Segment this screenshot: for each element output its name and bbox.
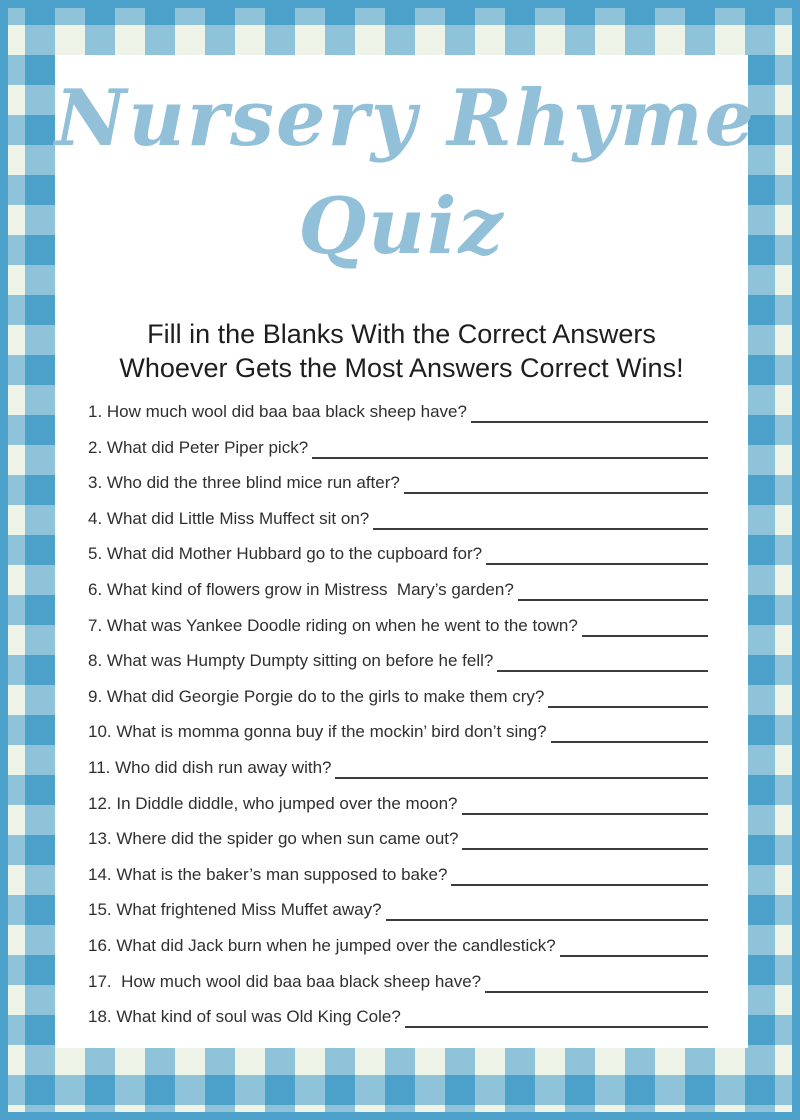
question-text: 2. What did Peter Piper pick?	[88, 437, 309, 457]
question-text: 13. Where did the spider go when sun came out?	[88, 829, 459, 849]
question-text: 10. What is momma gonna buy if the mockin’ bird don’t sing?	[88, 722, 547, 742]
question-row	[88, 786, 708, 822]
question-text: 6. What kind of flowers grow in Mistress Mary’s garden?	[88, 579, 514, 599]
question-row	[88, 964, 708, 1000]
question-row	[88, 501, 708, 537]
answer-blank-line	[451, 884, 708, 886]
question-row	[88, 643, 708, 679]
question-row	[88, 430, 708, 466]
question-row	[88, 679, 708, 715]
question-row	[88, 750, 708, 786]
quiz-title-line1: Nursery Rhyme	[55, 73, 757, 164]
question-text: 9. What did Georgie Porgie do to the girls to make them cry?	[88, 686, 545, 706]
answer-blank-line	[471, 421, 708, 423]
question-row	[88, 608, 708, 644]
question-text: 5. What did Mother Hubbard go to the cupboard for?	[88, 544, 483, 564]
question-row	[88, 857, 708, 893]
questions-list	[88, 394, 708, 1035]
instructions-line2: Whoever Gets the Most Answers Correct Wins!	[119, 353, 684, 383]
question-row	[88, 714, 708, 750]
quiz-card	[55, 55, 757, 1048]
question-text: 4. What did Little Miss Muffect sit on?	[88, 508, 370, 528]
question-text: 7. What was Yankee Doodle riding on when he went to the town?	[88, 615, 578, 635]
question-row	[88, 821, 708, 857]
question-text: 12. In Diddle diddle, who jumped over the moon?	[88, 793, 458, 813]
question-text: 17. How much wool did baa baa black sheep have?	[88, 971, 482, 991]
question-row	[88, 928, 708, 964]
answer-blank-line	[404, 492, 708, 494]
answer-blank-line	[386, 919, 708, 921]
question-text: 18. What kind of soul was Old King Cole?	[88, 1007, 401, 1027]
answer-blank-line	[486, 563, 708, 565]
question-text: 3. Who did the three blind mice run after?	[88, 473, 400, 493]
instructions-line1: Fill in the Blanks With the Correct Answers	[147, 319, 656, 349]
answer-blank-line	[405, 1026, 708, 1028]
question-text: 11. Who did dish run away with?	[88, 757, 332, 777]
question-row	[88, 572, 708, 608]
quiz-title-line2: Quiz	[298, 181, 505, 272]
question-text: 14. What is the baker’s man supposed to bake?	[88, 864, 448, 884]
question-text: 8. What was Humpty Dumpty sitting on before he fell?	[88, 651, 494, 671]
answer-blank-line	[462, 848, 708, 850]
answer-blank-line	[312, 457, 708, 459]
question-row	[88, 465, 708, 501]
question-row	[88, 394, 708, 430]
question-text: 15. What frightened Miss Muffet away?	[88, 900, 382, 920]
question-row	[88, 536, 708, 572]
answer-blank-line	[548, 706, 708, 708]
question-text: 16. What did Jack burn when he jumped over the candlestick?	[88, 935, 556, 955]
answer-blank-line	[485, 991, 708, 993]
answer-blank-line	[462, 813, 708, 815]
answer-blank-line	[497, 670, 708, 672]
question-row	[88, 999, 708, 1035]
answer-blank-line	[373, 528, 708, 530]
answer-blank-line	[335, 777, 708, 779]
question-row	[88, 892, 708, 928]
answer-blank-line	[582, 635, 708, 637]
answer-blank-line	[551, 741, 708, 743]
quiz-instructions	[55, 317, 748, 385]
answer-blank-line	[518, 599, 708, 601]
answer-blank-line	[560, 955, 708, 957]
question-text: 1. How much wool did baa baa black sheep have?	[88, 402, 467, 421]
